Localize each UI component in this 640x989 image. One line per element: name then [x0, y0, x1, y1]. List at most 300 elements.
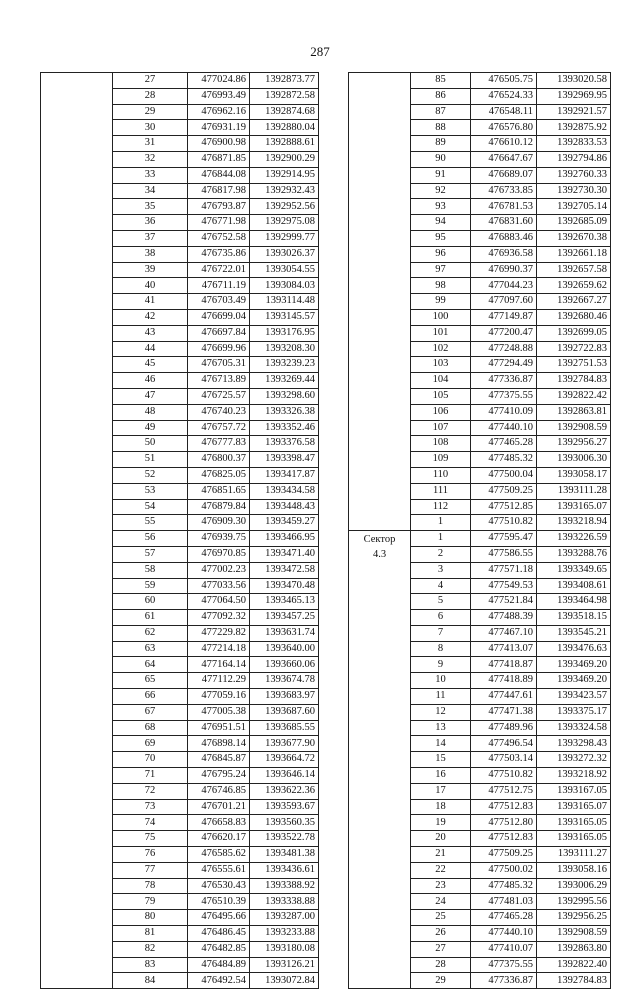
coordinate-x: 477164.14: [188, 657, 250, 673]
coordinate-y: 1392932.43: [250, 183, 319, 199]
coordinate-y: 1393466.95: [250, 531, 319, 547]
point-number: 66: [113, 689, 188, 705]
coordinate-y: 1393470.48: [250, 578, 319, 594]
coordinate-x: 477485.32: [471, 452, 537, 468]
coordinate-x: 476492.54: [188, 973, 250, 989]
coordinate-y: 1393165.05: [537, 831, 611, 847]
coordinate-x: 477044.23: [471, 278, 537, 294]
coordinate-y: 1393685.55: [250, 720, 319, 736]
coordinate-y: 1392956.25: [537, 910, 611, 926]
sector-label: Сектор: [363, 534, 396, 546]
point-number: 97: [411, 262, 471, 278]
point-number: 44: [113, 341, 188, 357]
coordinate-y: 1392667.27: [537, 294, 611, 310]
table-row: [349, 531, 611, 547]
coordinate-y: 1392659.62: [537, 278, 611, 294]
point-number: 15: [411, 752, 471, 768]
coordinate-y: 1393457.25: [250, 610, 319, 626]
point-number: 14: [411, 736, 471, 752]
coordinate-y: 1392822.40: [537, 957, 611, 973]
coordinate-x: 476771.98: [188, 215, 250, 231]
coordinate-y: 1392699.05: [537, 325, 611, 341]
coordinate-y: 1392875.92: [537, 120, 611, 136]
coordinate-x: 477595.47: [471, 531, 537, 547]
coordinate-x: 477033.56: [188, 578, 250, 594]
coordinate-y: 1393058.17: [537, 467, 611, 483]
coordinate-y: 1392670.38: [537, 230, 611, 246]
point-number: 110: [411, 467, 471, 483]
point-number: 112: [411, 499, 471, 515]
point-number: 94: [411, 215, 471, 231]
point-number: 76: [113, 847, 188, 863]
point-number: 45: [113, 357, 188, 373]
point-number: 17: [411, 783, 471, 799]
point-number: 23: [411, 878, 471, 894]
coordinate-x: 476746.85: [188, 783, 250, 799]
coordinate-y: 1393687.60: [250, 704, 319, 720]
coordinate-y: 1393677.90: [250, 736, 319, 752]
coordinate-x: 476484.89: [188, 957, 250, 973]
point-number: 82: [113, 941, 188, 957]
point-number: 19: [411, 815, 471, 831]
coordinate-x: 476931.19: [188, 120, 250, 136]
coordinate-x: 477294.49: [471, 357, 537, 373]
coordinate-y: 1393208.30: [250, 341, 319, 357]
point-number: 3: [411, 562, 471, 578]
coordinate-y: 1392722.83: [537, 341, 611, 357]
coordinate-y: 1393408.61: [537, 578, 611, 594]
coordinate-x: 476851.65: [188, 483, 250, 499]
coordinate-y: 1393298.60: [250, 388, 319, 404]
coordinate-y: 1393145.57: [250, 309, 319, 325]
coordinate-y: 1393006.29: [537, 878, 611, 894]
point-number: 99: [411, 294, 471, 310]
coordinate-y: 1393180.08: [250, 941, 319, 957]
coordinate-x: 476777.83: [188, 436, 250, 452]
coordinate-x: 477097.60: [471, 294, 537, 310]
coordinate-x: 476793.87: [188, 199, 250, 215]
coordinate-y: 1393226.59: [537, 531, 611, 547]
point-number: 50: [113, 436, 188, 452]
point-number: 67: [113, 704, 188, 720]
coordinate-y: 1393448.43: [250, 499, 319, 515]
coordinates-table-left: [40, 72, 319, 989]
coordinate-y: 1392863.80: [537, 941, 611, 957]
coordinate-x: 476993.49: [188, 88, 250, 104]
coordinate-y: 1392888.61: [250, 136, 319, 152]
coordinates-table-right: [348, 72, 611, 989]
coordinate-y: 1393472.58: [250, 562, 319, 578]
coordinate-x: 476883.46: [471, 230, 537, 246]
coordinate-x: 476871.85: [188, 151, 250, 167]
point-number: 65: [113, 673, 188, 689]
coordinate-x: 476689.07: [471, 167, 537, 183]
coordinate-x: 476482.85: [188, 941, 250, 957]
coordinate-x: 476831.60: [471, 215, 537, 231]
coordinate-y: 1393471.40: [250, 546, 319, 562]
coordinate-x: 476610.12: [471, 136, 537, 152]
coordinate-x: 477336.87: [471, 973, 537, 989]
coordinate-y: 1393622.36: [250, 783, 319, 799]
point-number: 30: [113, 120, 188, 136]
point-number: 93: [411, 199, 471, 215]
coordinate-y: 1393165.05: [537, 815, 611, 831]
coordinate-x: 476722.01: [188, 262, 250, 278]
point-number: 109: [411, 452, 471, 468]
coordinate-y: 1392908.59: [537, 420, 611, 436]
coordinate-y: 1393072.84: [250, 973, 319, 989]
coordinate-x: 476699.04: [188, 309, 250, 325]
coordinate-x: 477375.55: [471, 388, 537, 404]
coordinate-x: 477509.25: [471, 483, 537, 499]
coordinate-y: 1392822.42: [537, 388, 611, 404]
table-row: [41, 73, 319, 89]
point-number: 87: [411, 104, 471, 120]
point-number: 88: [411, 120, 471, 136]
coordinate-y: 1392680.46: [537, 309, 611, 325]
coordinate-x: 477064.50: [188, 594, 250, 610]
point-number: 75: [113, 831, 188, 847]
point-number: 4: [411, 578, 471, 594]
coordinate-y: 1393674.78: [250, 673, 319, 689]
point-number: 61: [113, 610, 188, 626]
point-number: 29: [411, 973, 471, 989]
point-number: 51: [113, 452, 188, 468]
coordinate-y: 1393020.58: [537, 73, 611, 89]
coordinate-y: 1392784.83: [537, 973, 611, 989]
coordinate-y: 1392863.81: [537, 404, 611, 420]
point-number: 71: [113, 768, 188, 784]
coordinate-y: 1393375.17: [537, 704, 611, 720]
coordinate-y: 1393593.67: [250, 799, 319, 815]
coordinate-x: 477485.32: [471, 878, 537, 894]
point-number: 11: [411, 689, 471, 705]
point-number: 7: [411, 625, 471, 641]
sector-label-cell: [349, 531, 411, 989]
point-number: 101: [411, 325, 471, 341]
coordinate-x: 476495.66: [188, 910, 250, 926]
coordinate-x: 476530.43: [188, 878, 250, 894]
coordinate-x: 477440.10: [471, 420, 537, 436]
coordinate-y: 1393481.38: [250, 847, 319, 863]
coordinate-x: 476752.58: [188, 230, 250, 246]
sector-cell: [41, 73, 113, 989]
point-number: 98: [411, 278, 471, 294]
point-number: 13: [411, 720, 471, 736]
point-number: 92: [411, 183, 471, 199]
coordinate-x: 476962.16: [188, 104, 250, 120]
coordinate-y: 1393683.97: [250, 689, 319, 705]
coordinate-y: 1392794.86: [537, 151, 611, 167]
coordinate-x: 476620.17: [188, 831, 250, 847]
coordinate-y: 1392999.77: [250, 230, 319, 246]
point-number: 42: [113, 309, 188, 325]
point-number: 25: [411, 910, 471, 926]
coordinate-x: 476699.96: [188, 341, 250, 357]
coordinate-y: 1393352.46: [250, 420, 319, 436]
point-number: 81: [113, 926, 188, 942]
point-number: 32: [113, 151, 188, 167]
point-number: 60: [113, 594, 188, 610]
coordinate-y: 1393126.21: [250, 957, 319, 973]
coordinate-x: 476505.75: [471, 73, 537, 89]
point-number: 83: [113, 957, 188, 973]
coordinate-y: 1392760.33: [537, 167, 611, 183]
coordinate-x: 477200.47: [471, 325, 537, 341]
coordinate-x: 476740.23: [188, 404, 250, 420]
point-number: 96: [411, 246, 471, 262]
point-number: 41: [113, 294, 188, 310]
coordinate-x: 477489.96: [471, 720, 537, 736]
coordinate-y: 1393522.78: [250, 831, 319, 847]
point-number: 1: [411, 515, 471, 531]
coordinate-x: 477418.87: [471, 657, 537, 673]
coordinate-y: 1392969.95: [537, 88, 611, 104]
coordinate-y: 1393545.21: [537, 625, 611, 641]
point-number: 74: [113, 815, 188, 831]
coordinate-y: 1393436.61: [250, 862, 319, 878]
point-number: 103: [411, 357, 471, 373]
coordinate-x: 477229.82: [188, 625, 250, 641]
coordinate-x: 477481.03: [471, 894, 537, 910]
coordinate-y: 1393423.57: [537, 689, 611, 705]
point-number: 49: [113, 420, 188, 436]
coordinate-y: 1393269.44: [250, 373, 319, 389]
coordinate-x: 477521.84: [471, 594, 537, 610]
coordinate-x: 477410.09: [471, 404, 537, 420]
coordinate-y: 1393218.92: [537, 768, 611, 784]
coordinate-y: 1393272.32: [537, 752, 611, 768]
coordinate-x: 477024.86: [188, 73, 250, 89]
coordinate-y: 1393233.88: [250, 926, 319, 942]
point-number: 57: [113, 546, 188, 562]
point-number: 90: [411, 151, 471, 167]
coordinate-x: 476898.14: [188, 736, 250, 752]
point-number: 28: [113, 88, 188, 104]
coordinate-y: 1393640.00: [250, 641, 319, 657]
coordinate-x: 476647.67: [471, 151, 537, 167]
coordinate-y: 1393165.07: [537, 499, 611, 515]
coordinate-y: 1393398.47: [250, 452, 319, 468]
coordinate-x: 477549.53: [471, 578, 537, 594]
point-number: 80: [113, 910, 188, 926]
point-number: 37: [113, 230, 188, 246]
point-number: 46: [113, 373, 188, 389]
point-number: 84: [113, 973, 188, 989]
coordinate-x: 477413.07: [471, 641, 537, 657]
point-number: 29: [113, 104, 188, 120]
point-number: 27: [113, 73, 188, 89]
coordinate-x: 476701.21: [188, 799, 250, 815]
sector-cell: [349, 73, 411, 531]
coordinate-y: 1392956.27: [537, 436, 611, 452]
coordinate-y: 1393560.35: [250, 815, 319, 831]
coordinate-y: 1392705.14: [537, 199, 611, 215]
point-number: 52: [113, 467, 188, 483]
coordinate-y: 1393114.48: [250, 294, 319, 310]
point-number: 5: [411, 594, 471, 610]
point-number: 20: [411, 831, 471, 847]
coordinate-y: 1393111.28: [537, 483, 611, 499]
point-number: 63: [113, 641, 188, 657]
coordinate-x: 476800.37: [188, 452, 250, 468]
coordinate-x: 476733.85: [471, 183, 537, 199]
coordinate-y: 1393298.43: [537, 736, 611, 752]
coordinate-x: 477214.18: [188, 641, 250, 657]
coordinate-x: 476576.80: [471, 120, 537, 136]
point-number: 64: [113, 657, 188, 673]
coordinate-y: 1393417.87: [250, 467, 319, 483]
coordinate-y: 1393518.15: [537, 610, 611, 626]
point-number: 47: [113, 388, 188, 404]
coordinate-y: 1392921.57: [537, 104, 611, 120]
coordinate-y: 1393338.88: [250, 894, 319, 910]
coordinate-y: 1392873.77: [250, 73, 319, 89]
coordinate-x: 476510.39: [188, 894, 250, 910]
coordinate-y: 1392914.95: [250, 167, 319, 183]
coordinate-x: 476817.98: [188, 183, 250, 199]
point-number: 6: [411, 610, 471, 626]
coordinate-y: 1392661.18: [537, 246, 611, 262]
point-number: 73: [113, 799, 188, 815]
point-number: 102: [411, 341, 471, 357]
point-number: 70: [113, 752, 188, 768]
point-number: 21: [411, 847, 471, 863]
coordinate-x: 477418.89: [471, 673, 537, 689]
coordinate-x: 476548.11: [471, 104, 537, 120]
coordinate-y: 1392975.08: [250, 215, 319, 231]
coordinate-y: 1393324.58: [537, 720, 611, 736]
coordinate-y: 1393287.00: [250, 910, 319, 926]
coordinate-x: 476585.62: [188, 847, 250, 863]
coordinate-x: 476486.45: [188, 926, 250, 942]
coordinate-y: 1393660.06: [250, 657, 319, 673]
point-number: 85: [411, 73, 471, 89]
coordinate-y: 1393376.58: [250, 436, 319, 452]
coordinate-x: 477509.25: [471, 847, 537, 863]
coordinate-x: 476879.84: [188, 499, 250, 515]
coordinate-x: 477500.04: [471, 467, 537, 483]
coordinate-x: 476951.51: [188, 720, 250, 736]
point-number: 31: [113, 136, 188, 152]
coordinate-x: 477586.55: [471, 546, 537, 562]
point-number: 2: [411, 546, 471, 562]
coordinate-y: 1393664.72: [250, 752, 319, 768]
coordinate-y: 1393476.63: [537, 641, 611, 657]
coordinate-y: 1393026.37: [250, 246, 319, 262]
coordinate-x: 477510.82: [471, 768, 537, 784]
coordinate-x: 477471.38: [471, 704, 537, 720]
coordinate-y: 1393326.38: [250, 404, 319, 420]
coordinate-y: 1393218.94: [537, 515, 611, 531]
point-number: 22: [411, 862, 471, 878]
coordinate-x: 476909.30: [188, 515, 250, 531]
coordinate-y: 1393646.14: [250, 768, 319, 784]
point-number: 12: [411, 704, 471, 720]
coordinate-x: 476970.85: [188, 546, 250, 562]
page-number: 287: [310, 44, 330, 59]
coordinate-y: 1393006.30: [537, 452, 611, 468]
point-number: 18: [411, 799, 471, 815]
coordinate-y: 1392784.83: [537, 373, 611, 389]
coordinate-x: 477059.16: [188, 689, 250, 705]
coordinate-x: 476795.24: [188, 768, 250, 784]
point-number: 55: [113, 515, 188, 531]
coordinate-x: 476845.87: [188, 752, 250, 768]
point-number: 35: [113, 199, 188, 215]
coordinate-y: 1393058.16: [537, 862, 611, 878]
point-number: 24: [411, 894, 471, 910]
coordinate-y: 1392952.56: [250, 199, 319, 215]
point-number: 107: [411, 420, 471, 436]
coordinate-x: 477512.75: [471, 783, 537, 799]
coordinate-y: 1392751.53: [537, 357, 611, 373]
coordinate-y: 1393469.20: [537, 657, 611, 673]
point-number: 39: [113, 262, 188, 278]
coordinate-x: 477440.10: [471, 926, 537, 942]
coordinate-x: 477488.39: [471, 610, 537, 626]
point-number: 16: [411, 768, 471, 784]
coordinate-y: 1393288.76: [537, 546, 611, 562]
point-number: 36: [113, 215, 188, 231]
coordinate-x: 477336.87: [471, 373, 537, 389]
coordinate-x: 476781.53: [471, 199, 537, 215]
coordinate-y: 1393165.07: [537, 799, 611, 815]
point-number: 34: [113, 183, 188, 199]
table-row: [349, 73, 611, 89]
coordinate-y: 1393111.27: [537, 847, 611, 863]
point-number: 77: [113, 862, 188, 878]
coordinate-y: 1393465.13: [250, 594, 319, 610]
point-number: 8: [411, 641, 471, 657]
coordinate-x: 476939.75: [188, 531, 250, 547]
point-number: 40: [113, 278, 188, 294]
coordinate-x: 477467.10: [471, 625, 537, 641]
coordinate-x: 476524.33: [471, 88, 537, 104]
coordinate-y: 1393434.58: [250, 483, 319, 499]
coordinate-x: 476900.98: [188, 136, 250, 152]
point-number: 38: [113, 246, 188, 262]
coordinate-x: 477005.38: [188, 704, 250, 720]
point-number: 27: [411, 941, 471, 957]
coordinate-x: 476703.49: [188, 294, 250, 310]
point-number: 72: [113, 783, 188, 799]
coordinate-y: 1392880.04: [250, 120, 319, 136]
coordinate-x: 476705.31: [188, 357, 250, 373]
sector-number: 4.3: [372, 549, 387, 561]
coordinate-y: 1393084.03: [250, 278, 319, 294]
coordinate-x: 477496.54: [471, 736, 537, 752]
coordinate-x: 476936.58: [471, 246, 537, 262]
point-number: 86: [411, 88, 471, 104]
coordinate-y: 1393631.74: [250, 625, 319, 641]
point-number: 104: [411, 373, 471, 389]
point-number: 79: [113, 894, 188, 910]
point-number: 58: [113, 562, 188, 578]
point-number: 54: [113, 499, 188, 515]
point-number: 106: [411, 404, 471, 420]
coordinate-y: 1392833.53: [537, 136, 611, 152]
coordinate-x: 477512.85: [471, 499, 537, 515]
coordinate-x: 477510.82: [471, 515, 537, 531]
coordinate-x: 477410.07: [471, 941, 537, 957]
coordinate-x: 477465.28: [471, 436, 537, 452]
point-number: 111: [411, 483, 471, 499]
coordinate-y: 1393349.65: [537, 562, 611, 578]
point-number: 1: [411, 531, 471, 547]
coordinate-y: 1392657.58: [537, 262, 611, 278]
coordinate-x: 477512.83: [471, 799, 537, 815]
